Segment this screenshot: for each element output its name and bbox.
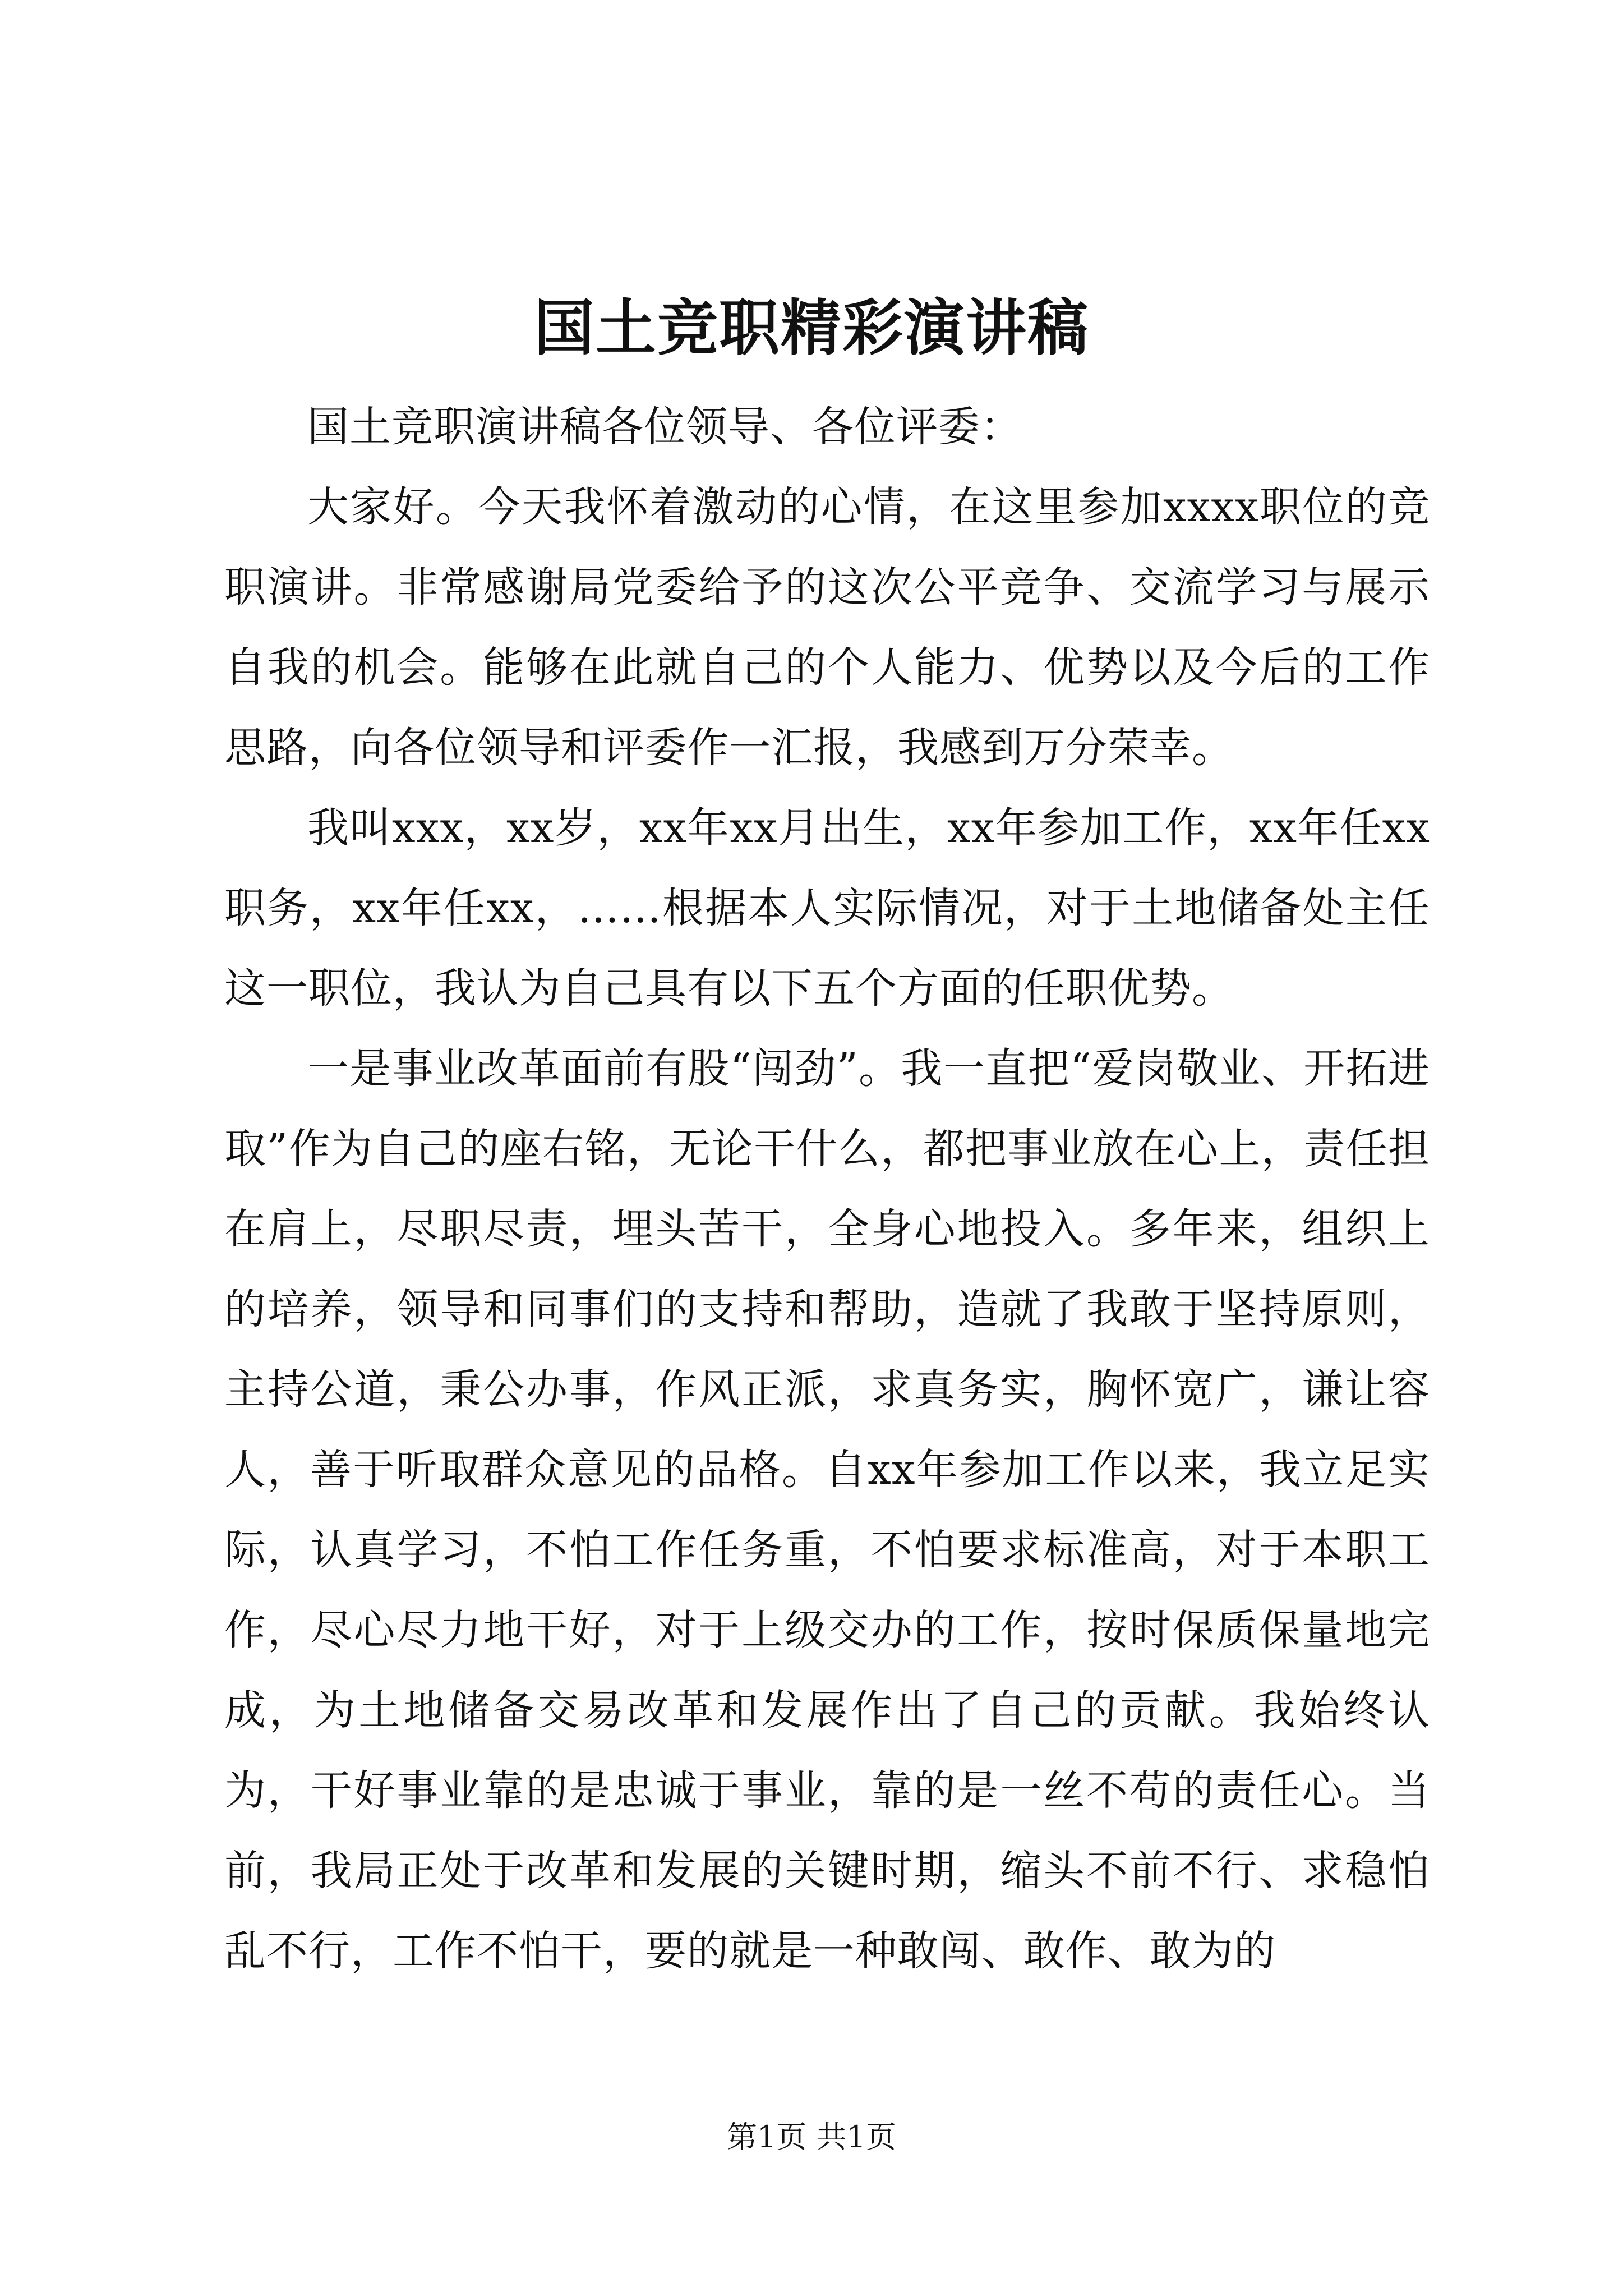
document-body — [224, 387, 1430, 1991]
paragraph-advantage-one: 一是事业改革面前有股“闯劲”。我一直把“爱岗敬业、开拓进取”作为自己的座右铭，无论干什么，都把事业放在心上，责任担在肩上，尽职尽责，埋头苦干，全身心地投入。多年来，组织上的培养，领导和同事们的支持和帮助，造就了我敢于坚持原则，主持公道，秉公办事，作风正派，求真务实，胸怀宽广，谦让容人，善于听取群众意见的品格。自xx年参加工作以来，我立足实际，认真学习，不怕工作任务重，不怕要求标准高，对于本职工作，尽心尽力地干好，对于上级交办的工作，按时保质保量地完成，为土地储备交易改革和发展作出了自己的贡献。我始终认为，干好事业靠的是忠诚于事业，靠的是一丝不苟的责任心。当前，我局正处于改革和发展的关键时期，缩头不前不行、求稳怕乱不行，工作不怕干，要的就是一种敢闯、敢作、敢为的 — [224, 1045, 1430, 1975]
paragraph-personal-info: 我叫xxx，xx岁，xx年xx月出生，xx年参加工作，xx年任xx职务，xx年任xx，……根据本人实际情况，对于土地储备处主任这一职位，我认为自己具有以下五个方面的任职优势。 — [224, 804, 1430, 1013]
paragraph-intro: 大家好。今天我怀着激动的心情，在这里参加xxxx职位的竞职演讲。非常感谢局党委给予的这次公平竞争、交流学习与展示自我的机会。能够在此就自己的个人能力、优势以及今后的工作思路，向各位领导和评委作一汇报，我感到万分荣幸。 — [224, 483, 1430, 772]
paragraph-greeting: 国土竞职演讲稿各位领导、各位评委： — [307, 403, 1022, 451]
document-title: 国土竞职精彩演讲稿 — [533, 293, 1089, 364]
page-footer: 第1页 共1页 — [727, 2119, 896, 2155]
